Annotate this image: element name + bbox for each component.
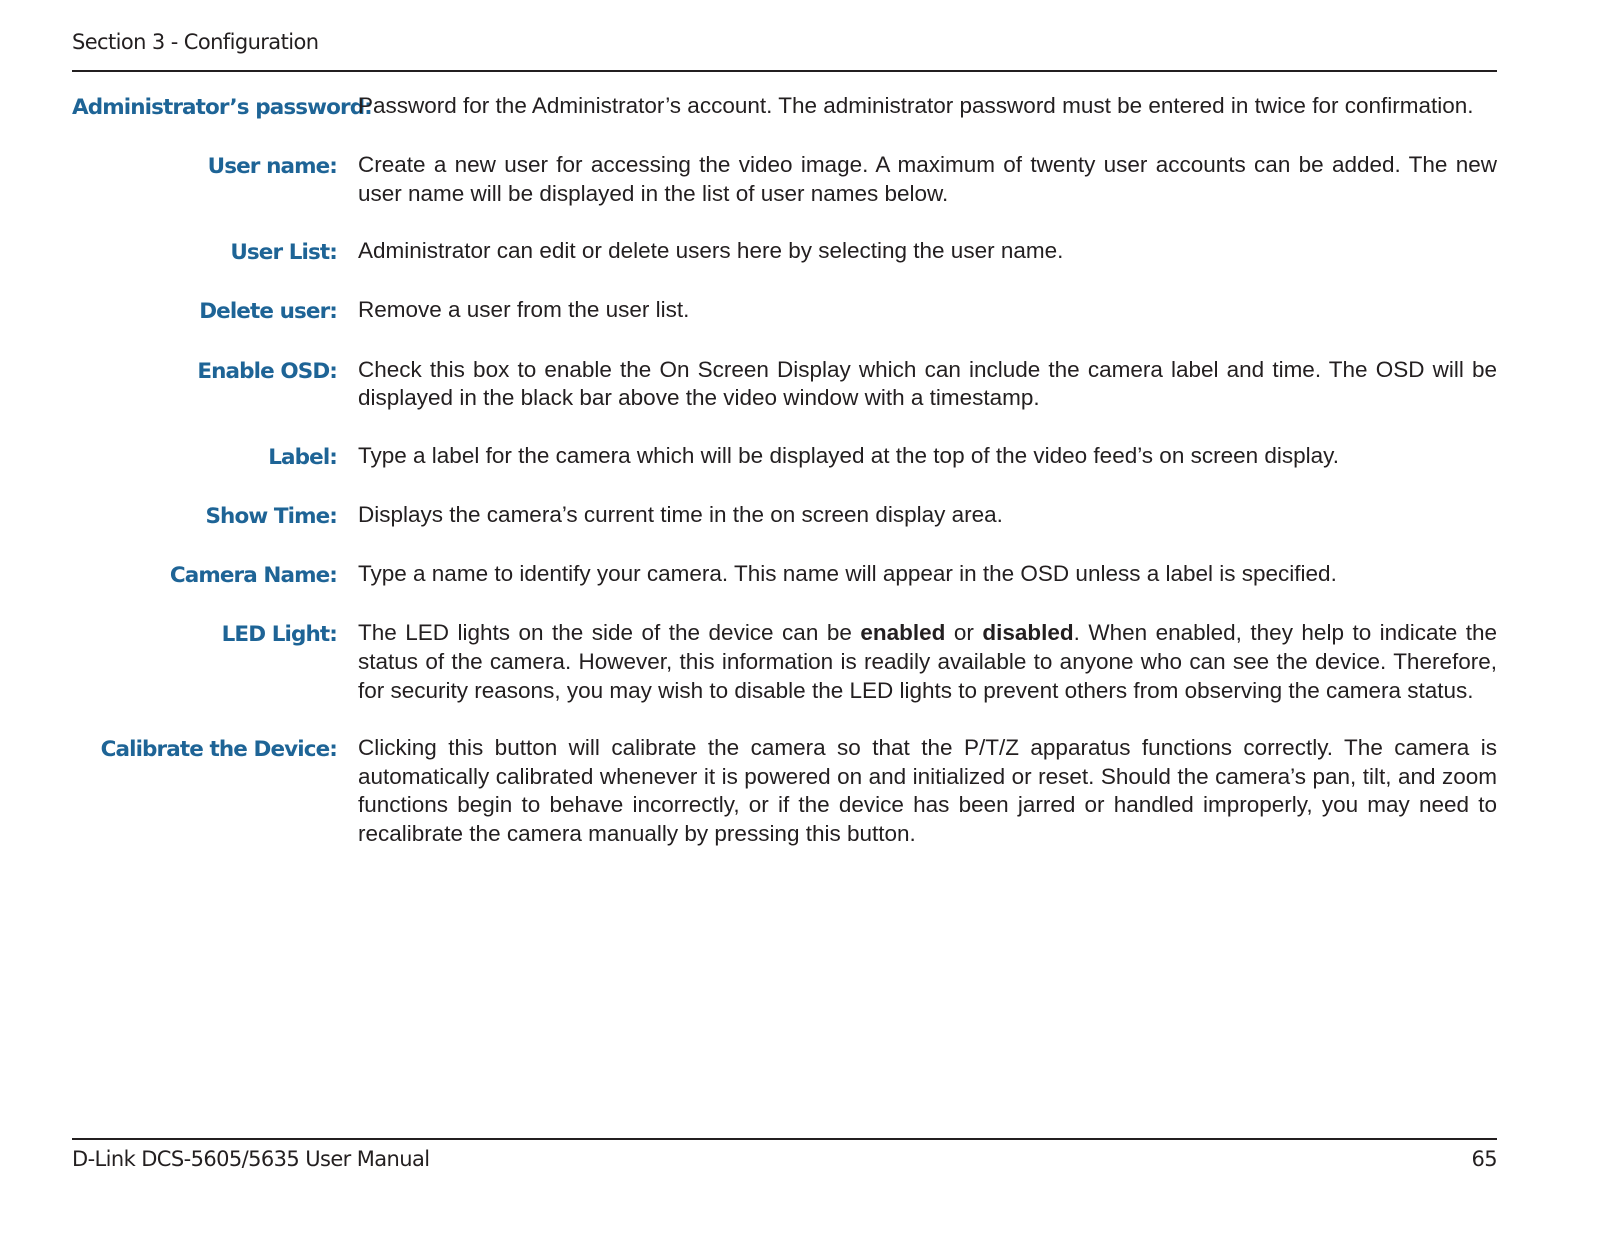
entry-label [72,442,1497,473]
term-label: Delete user: [199,299,337,325]
entry-led-light [72,619,1497,705]
term-description: Remove a user from the user list. [358,297,690,323]
term-label: Calibrate the Device: [100,736,337,762]
term-label: Camera Name: [169,563,337,589]
term-label: User name: [207,154,337,180]
entry-user-name [72,151,1497,208]
section-header: Section 3 - Configuration [72,30,319,54]
manual-title: D-Link DCS-5605/5635 User Manual [72,1147,430,1171]
entry-administrator-password [72,92,1497,123]
bold-enabled: enabled [860,620,946,646]
entry-enable-osd [72,356,1497,413]
term-description: Administrator can edit or delete users here by selecting the user name. [358,238,1064,264]
entry-show-time [72,501,1497,532]
term-description: Password for the Administrator’s account. The administrator password must be entered in twice for confirmation. [358,93,1474,118]
term-label: Administrator’s password: [72,95,372,120]
term-label: Enable OSD: [197,358,337,384]
description-text: . When enabled, they help to indicate the status of the camera. However, this information is readily available to anyone who can see the device. Therefore, for security reasons, you may wish to disable the LED lights to prevent others from observing the camera status. [358,620,1497,703]
term-description: Displays the camera’s current time in the on screen display area. [358,501,1003,527]
term-label: User List: [230,240,337,266]
description-text: The LED lights on the side of the device can be [358,620,861,646]
footer-divider [72,1138,1497,1140]
entry-user-list [72,237,1497,268]
entry-camera-name [72,560,1497,591]
term-description: Type a label for the camera which will be displayed at the top of the video feed’s on screen display. [358,442,1339,468]
page-number: 65 [1471,1147,1497,1171]
entry-calibrate-device [72,734,1497,848]
term-description: Create a new user for accessing the video image. A maximum of twenty user accounts can be added. The new user name will be displayed in the list of user names below. [358,152,1497,206]
term-label: Show Time: [205,503,337,529]
term-description [358,619,1497,705]
term-description: Type a name to identify your camera. This name will appear in the OSD unless a label is specified. [358,561,1337,587]
term-label: LED Light: [221,622,337,648]
description-text: or [945,620,983,646]
entry-delete-user [72,296,1497,327]
term-label: Label: [268,444,337,470]
definition-list [72,92,1497,877]
term-description: Clicking this button will calibrate the camera so that the P/T/Z apparatus functions correctly. The camera is automatically calibrated whenever it is powered on and initialized or reset. Should the camera’s pan, tilt, and zoom functions begin to behave incorrectly, or if the device has been jarred or handled improperly, you may need to recalibrate the camera manually by pressing this button. [358,734,1497,846]
term-description: Check this box to enable the On Screen Display which can include the camera label and time. The OSD will be displayed in the black bar above the video window with a timestamp. [358,356,1497,411]
bold-disabled: disabled [982,620,1074,646]
header-divider [72,70,1497,72]
